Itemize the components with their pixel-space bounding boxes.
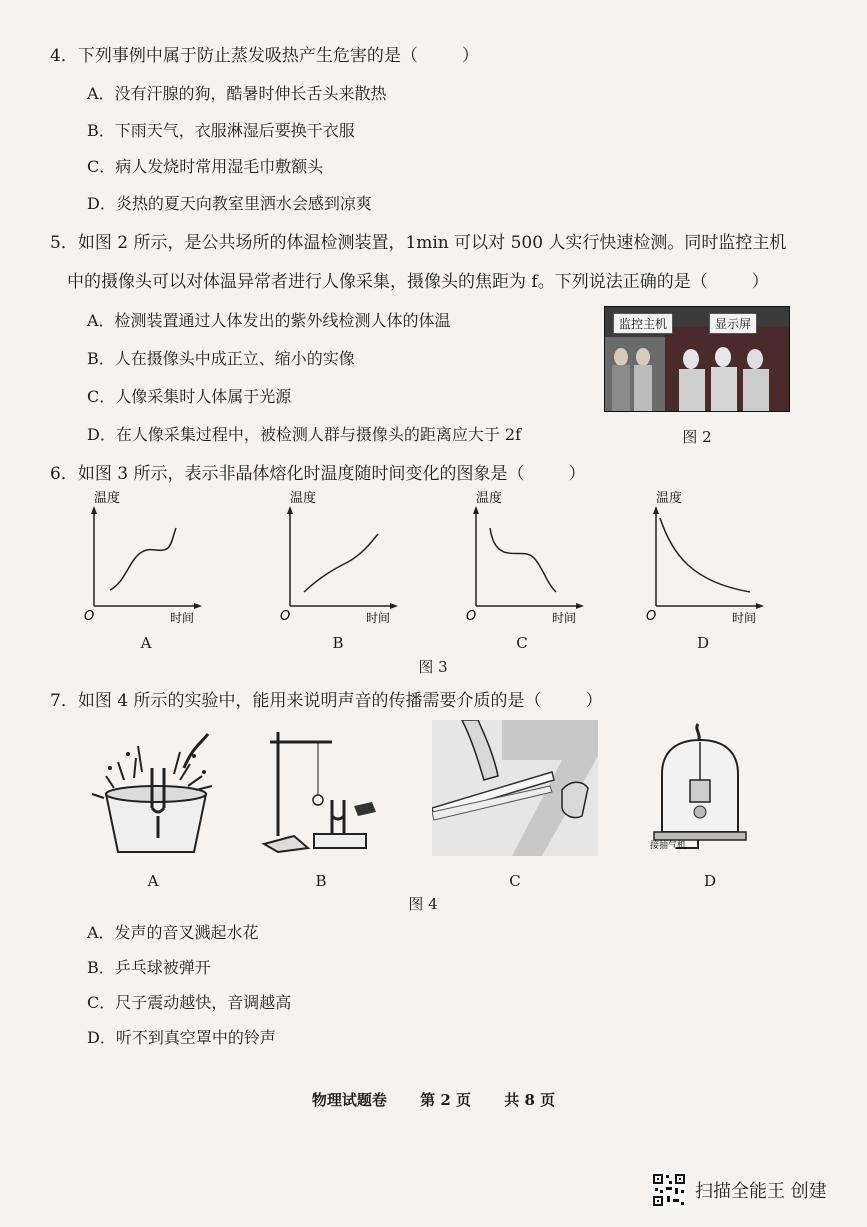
graph-d-origin: O — [646, 609, 657, 624]
qr-code-icon — [651, 1172, 687, 1208]
q4-option-a: A．没有汗腺的狗，酷暑时伸长舌头来散热 — [87, 84, 387, 103]
graph-d-label: D — [696, 634, 710, 652]
graph-b-xlabel: 时间 — [366, 611, 391, 625]
q5-stem-line2: 中的摄像头可以对体温异常者进行人像采集，摄像头的焦距为 f。下列说法正确的是（ ） — [67, 272, 769, 292]
q4-option-d: D．炎热的夏天向教室里洒水会感到凉爽 — [87, 194, 372, 213]
graph-a-curve — [110, 528, 176, 590]
q7-option-a: A．发声的音叉溅起水花 — [87, 923, 259, 942]
graph-c — [462, 488, 592, 628]
graph-b — [276, 488, 406, 628]
graph-d-curve — [660, 518, 750, 592]
q7-option-c: C．尺子震动越快，音调越高 — [87, 993, 292, 1012]
fig4-a-label: A — [147, 872, 159, 890]
graph-d-ylabel: 温度 — [656, 491, 683, 506]
scanner-watermark — [651, 1172, 827, 1208]
graph-a-label: A — [140, 634, 152, 652]
q5-option-b: B．人在摄像头中成正立、缩小的实像 — [87, 349, 355, 368]
scanner-watermark-text: 扫描全能王 创建 — [695, 1181, 827, 1202]
q7-option-d: D．听不到真空罩中的铃声 — [87, 1028, 276, 1047]
graph-c-curve — [490, 528, 556, 592]
figure-4-caption: 图 4 — [408, 895, 438, 913]
graph-c-origin: O — [466, 609, 477, 624]
graph-c-label: C — [516, 634, 528, 652]
figure-2-photo — [604, 306, 790, 412]
graph-b-label: B — [332, 634, 344, 652]
graph-b-origin: O — [280, 609, 291, 624]
q4-option-c: C．病人发烧时常用湿毛巾敷额头 — [87, 157, 324, 176]
fig4-d-pump-label: 接抽气机 — [650, 841, 687, 851]
graph-c-ylabel: 温度 — [476, 491, 503, 506]
graph-d — [642, 488, 772, 628]
q5-option-d: D．在人像采集过程中，被检测人群与摄像头的距离应大于 2f — [87, 425, 522, 444]
q5-option-c: C．人像采集时人体属于光源 — [87, 387, 292, 406]
fig4-c-label: C — [509, 872, 521, 890]
graph-b-curve — [304, 534, 378, 592]
fig4-a-tuning-fork-water — [84, 728, 224, 858]
graph-a — [80, 488, 210, 628]
footer-page: 第 2 页 — [420, 1091, 471, 1109]
q5-stem-line1: 5．如图 2 所示，是公共场所的体温检测装置，1min 可以对 500 人实行快速检测。同时监控主机 — [50, 233, 787, 253]
graph-a-origin: O — [84, 609, 95, 624]
graph-b-ylabel: 温度 — [290, 491, 317, 506]
fig4-d-bell-jar — [648, 720, 758, 860]
q4-stem: 4．下列事例中属于防止蒸发吸热产生危害的是（ ） — [50, 46, 479, 66]
page-footer — [0, 1089, 867, 1110]
fig4-b-pingpong-fork — [258, 726, 388, 858]
q7-stem: 7．如图 4 所示的实验中，能用来说明声音的传播需要介质的是（ ） — [50, 691, 603, 711]
q5-option-a: A．检测装置通过人体发出的紫外线检测人体的体温 — [87, 311, 451, 330]
photo-tag-display: 显示屏 — [709, 313, 757, 334]
q6-stem: 6．如图 3 所示，表示非晶体熔化时温度随时间变化的图象是（ ） — [50, 464, 586, 484]
fig4-d-label: D — [703, 872, 717, 890]
figure-2-caption: 图 2 — [682, 428, 712, 446]
q7-option-b: B．乒乓球被弹开 — [87, 958, 211, 977]
footer-subject: 物理试题卷 — [311, 1091, 387, 1109]
q4-option-b: B．下雨天气，衣服淋湿后要换干衣服 — [87, 121, 355, 140]
graph-d-xlabel: 时间 — [732, 611, 757, 625]
graph-a-ylabel: 温度 — [94, 491, 121, 506]
graph-a-xlabel: 时间 — [170, 611, 195, 625]
photo-tag-monitor: 监控主机 — [613, 313, 673, 334]
figure-3-caption: 图 3 — [418, 658, 448, 676]
fig4-c-ruler-table — [432, 720, 598, 856]
graph-c-xlabel: 时间 — [552, 611, 577, 625]
footer-total: 共 8 页 — [504, 1091, 556, 1109]
fig4-b-label: B — [315, 872, 327, 890]
